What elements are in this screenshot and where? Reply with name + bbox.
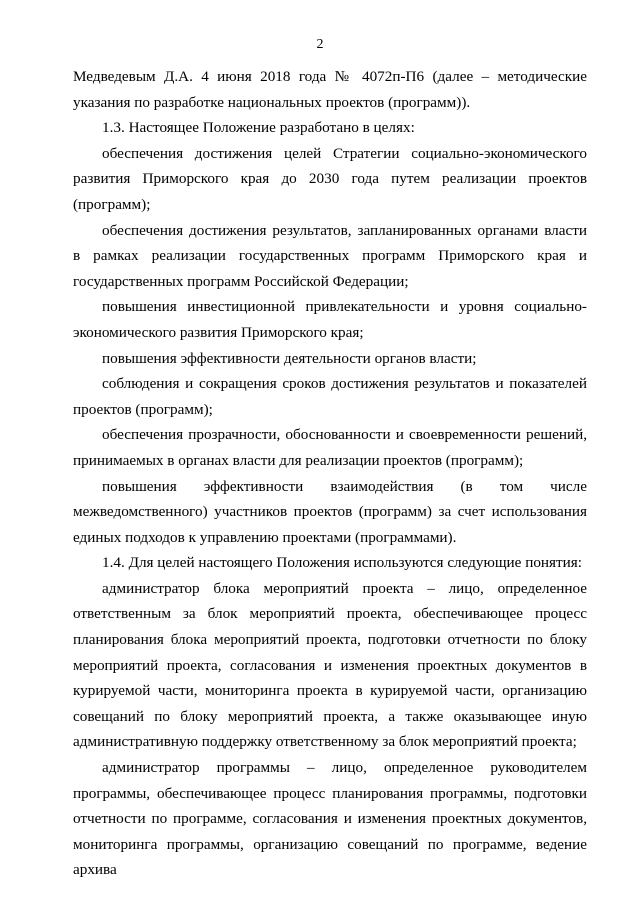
paragraph-goal-efficiency: повышения эффективности деятельности органов власти; xyxy=(102,349,477,367)
paragraph-goal-investment: повышения инвестиционной привлекательности и уровня социально-экономического развития Приморского края; xyxy=(73,298,587,341)
paragraph-goal-strategy: обеспечения достижения целей Стратегии социально-экономического развития Приморского края до 2030 года путем реализации проектов (программ); xyxy=(73,144,587,213)
paragraph-goal-transparency: обеспечения прозрачности, обоснованности и своевременности решений, принимаемых в органах власти для реализации проектов (программ); xyxy=(73,426,587,469)
page-number: 2 xyxy=(316,37,324,52)
paragraph-goal-interaction: повышения эффективности взаимодействия (в том числе межведомственного) участников проектов (программ) за счет использования единых подходов к управлению проектами (программами). xyxy=(73,477,587,546)
paragraph-goal-deadlines: соблюдения и сокращения сроков достижения результатов и показателей проектов (программ); xyxy=(73,375,587,418)
paragraph-definition-block-admin: администратор блока мероприятий проекта – лицо, определенное ответственным за блок мероприятий проекта, обеспечивающее процесс планирования блока мероприятий проекта, подготовки отчетности по блоку мероприятий проекта, согласования и изменения проектных документов в курируемой части, мониторинга проекта в курируемой части, организацию совещаний по блоку мероприятий проекта, а также оказывающее иную административную поддержку ответственному за блок мероприятий проекта; xyxy=(73,579,587,751)
document-body xyxy=(73,64,587,883)
paragraph-section-1-4: 1.4. Для целей настоящего Положения используются следующие понятия: xyxy=(102,554,583,572)
paragraph-goal-results: обеспечения достижения результатов, запланированных органами власти в рамках реализации государственных программ Приморского края и государственных программ Российской Федерации; xyxy=(73,221,587,290)
paragraph-definition-program-admin: администратор программы – лицо, определенное руководителем программы, обеспечивающее процесс планирования программы, подготовки отчетности по программе, согласования и изменения проектных документов, мониторинга программы, организацию совещаний по программе, ведение архива xyxy=(73,759,587,879)
paragraph-section-1-3: 1.3. Настоящее Положение разработано в целях: xyxy=(102,119,415,137)
paragraph-continuation: Медведевым Д.А. 4 июня 2018 года № 4072п-П6 (далее – методические указания по разработке национальных проектов (программ)). xyxy=(73,68,587,111)
